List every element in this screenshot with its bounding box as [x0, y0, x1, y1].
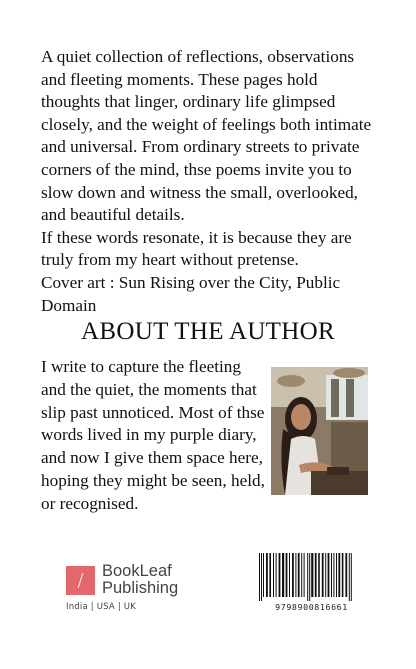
barcode-bars [254, 550, 369, 602]
isbn-barcode [254, 550, 369, 614]
publisher-logo-mark: / [66, 566, 95, 595]
blurb-paragraph: If these words resonate, it is because they are truly from my heart without pretense. [41, 227, 352, 270]
publisher-name [102, 563, 178, 597]
author-photo-image [271, 367, 368, 495]
blurb-paragraph: A quiet collection of reflections, observations and fleeting moments. These pages hold thoughts that linger, ordinary life glimpsed closely, and the weight of feelings both intimate and universal. From ordinary streets to private corners of the mind, thse poems invite you to slow down and witness the small, overlooked, and beautiful details. [41, 47, 372, 225]
about-author-heading: ABOUT THE AUTHOR [81, 318, 335, 345]
publisher-logo [66, 563, 178, 597]
author-bio: I write to capture the fleeting and the quiet, the moments that slip past unnoticed. Most of thse words lived in my purple diary, and now I give them space here, hoping they might be seen, held, or recognised. [41, 357, 265, 513]
publisher-locations: India | USA | UK [66, 602, 136, 612]
isbn-number: 9798900816661 [275, 602, 348, 612]
publisher-name-line1: BookLeaf [102, 562, 172, 580]
publisher-name-line2: Publishing [102, 579, 179, 597]
cover-art-credit: Cover art : Sun Rising over the City, Public Domain [41, 272, 341, 315]
author-photo [271, 367, 368, 495]
back-cover-blurb [41, 46, 381, 317]
